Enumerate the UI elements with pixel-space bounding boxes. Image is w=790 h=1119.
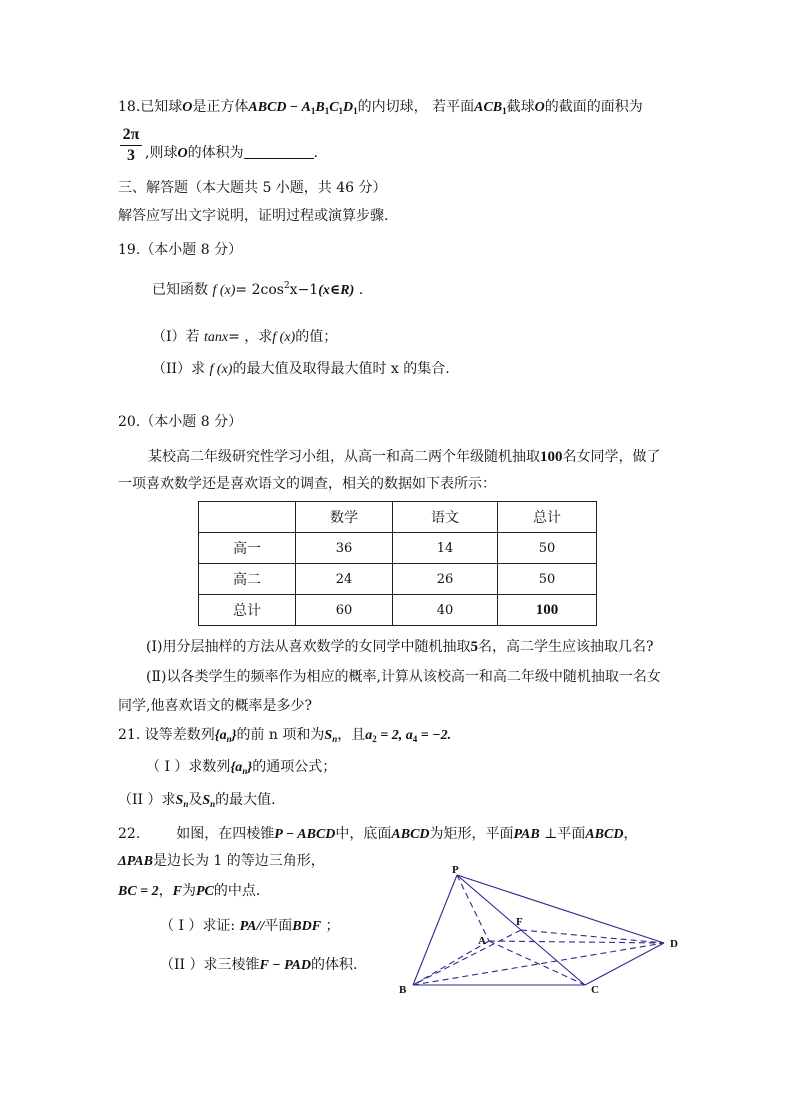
edge-PB (413, 875, 457, 985)
q19-part2: （II）求 f (x)的最大值及取得最大值时 x 的集合. (152, 361, 450, 377)
table-cell: 24 (296, 564, 393, 595)
q19-part1: （I）若 tanx= ，求f (x)的值； (152, 329, 338, 345)
section3-instruction: 解答应写出文字说明，证明过程或演算步骤. (118, 208, 389, 224)
table-cell: 50 (498, 533, 597, 564)
table-cell: 40 (393, 595, 498, 626)
q21-part1: （ I ）求数列$\{a_n\}$的通项公式； (146, 759, 337, 776)
q20-line1: 某校高二年级研究性学习小组，从高一和高二两个年级随机抽取100名女同学，做了 (148, 449, 661, 465)
table-row (199, 533, 597, 564)
q19-head: 19.（本小题 8 分） (118, 242, 243, 258)
edge-FB (413, 930, 521, 985)
q20-head: 20.（本小题 8 分） (118, 414, 243, 430)
table-header-cell: 数学 (296, 502, 393, 533)
q21-stem: 21. 设等差数列$\{a_n\}$的前 n 项和为$S_n$，且$a_2 = 2$, $a_4 = -2$. (118, 727, 452, 744)
q20-part2-line1: (Ⅱ)以各类学生的频率作为相应的概率,计算从该校高一和高二年级中随机抽取一名女 (146, 669, 661, 685)
table-cell: 总计 (199, 595, 296, 626)
figure-labels (399, 864, 678, 996)
table-row (199, 595, 597, 626)
edge-AB (413, 941, 489, 985)
q19-stem: 已知函数 f $(x)= 2\cos^2x-1(x\in R)$ . (152, 281, 364, 298)
edge-PA (457, 875, 489, 941)
table-cell: 36 (296, 533, 393, 564)
q20-part2-line2: 同学,他喜欢语文的概率是多少? (118, 698, 312, 714)
table-cell: 50 (498, 564, 597, 595)
q20-line2: 一项喜欢数学还是喜欢语文的调查，相关的数据如下表所示： (118, 476, 496, 492)
table-cell: 高二 (199, 564, 296, 595)
q22-part2: （II ）求三棱锥F − PAD的体积. (160, 957, 358, 973)
edge-PD (457, 875, 664, 943)
label-B: B (399, 984, 407, 996)
table-cell (199, 502, 296, 533)
label-A: A (478, 935, 486, 947)
table-row (199, 564, 597, 595)
q22-line2: ΔPAB是边长为 1 的等边三角形， (118, 853, 325, 869)
label-F: F (516, 916, 523, 928)
section3-title: 三、解答题（本大题共 5 小题，共 46 分） (118, 180, 387, 196)
table-header-cell: 语文 (393, 502, 498, 533)
figure-edges (413, 875, 664, 985)
table-cell: 100 (498, 595, 597, 626)
table-cell: 14 (393, 533, 498, 564)
q21-part2: （II ）求$S_n$及$S_n$的最大值. (118, 792, 276, 809)
table-header-row (199, 502, 597, 533)
label-C: C (591, 984, 599, 996)
q18-fraction: 2π 3 (120, 126, 142, 165)
q20-part1: (Ⅰ)用分层抽样的方法从喜欢数学的女同学中随机抽取5名，高二学生应该抽取几名? (146, 639, 654, 655)
q18-line2: ,则球O的体积为 . (145, 145, 319, 161)
q18-line1: 18.已知球O是正方体ABCD − $A_1B_1C_1D_1$的内切球， 若平面$ACB_1$截球O的截面的面积为 (118, 99, 643, 116)
q22-part1: （ I ）求证: PA//平面BDF ； (160, 918, 340, 934)
edge-AD (489, 941, 664, 943)
q22-line1: 22. 如图，在四棱锥P − ABCD中，底面ABCD为矩形，平面PAB ⊥平面ABCD， (118, 826, 638, 842)
q22-line3: BC = 2，F为PC的中点. (118, 883, 261, 899)
table-cell: 高一 (199, 533, 296, 564)
label-D: D (670, 938, 678, 950)
pyramid-figure (390, 862, 700, 1002)
label-P: P (452, 864, 459, 876)
edge-AC (489, 941, 585, 985)
survey-table (198, 501, 597, 626)
table-header-cell: 总计 (498, 502, 597, 533)
table-cell: 26 (393, 564, 498, 595)
table-cell: 60 (296, 595, 393, 626)
answer-blank (244, 144, 314, 159)
